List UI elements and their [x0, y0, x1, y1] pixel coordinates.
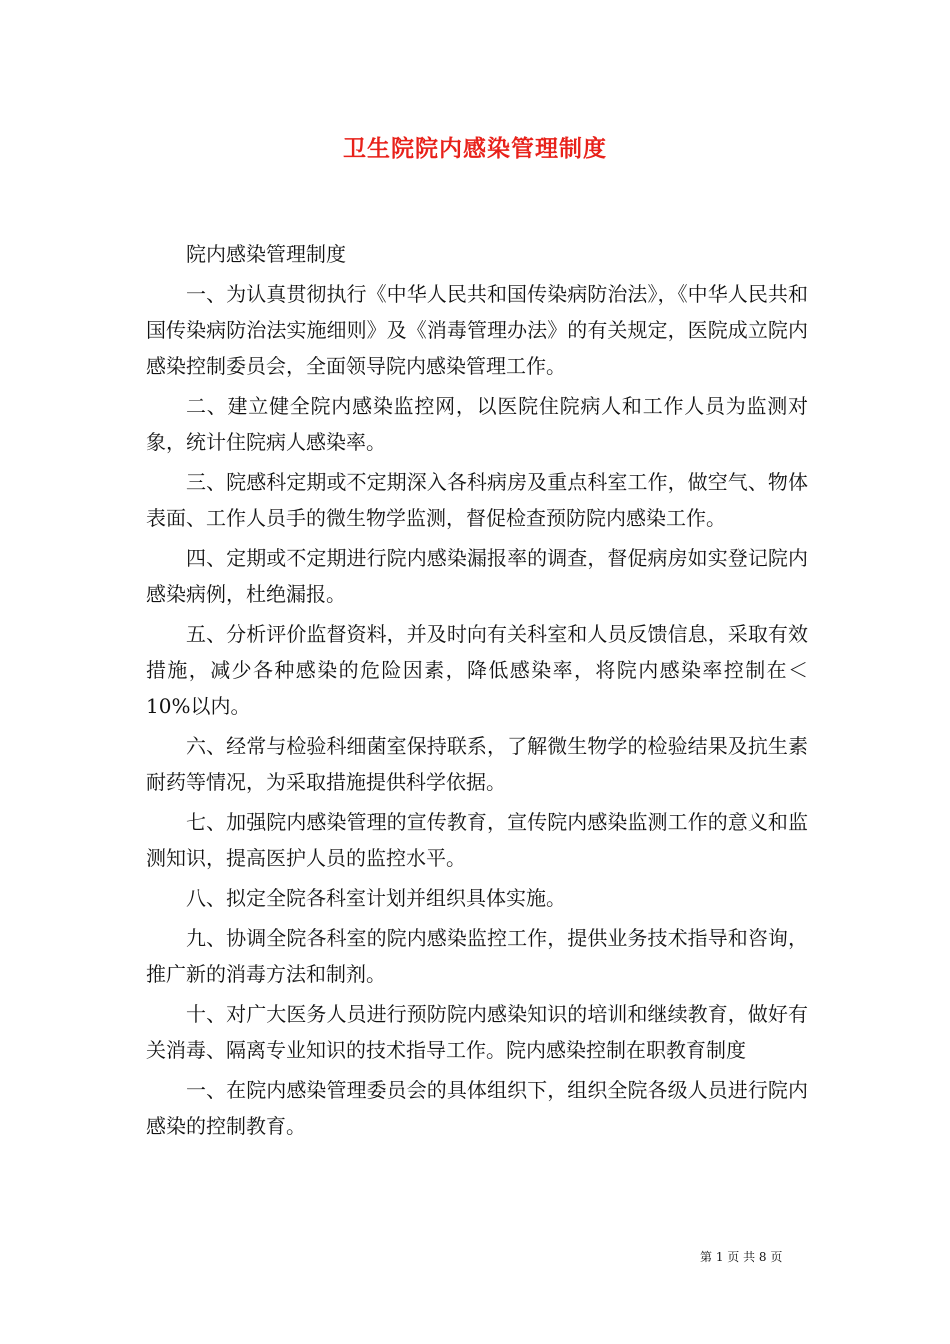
page-number-footer: 第 1 页 共 8 页 — [700, 1250, 783, 1264]
paragraph: 三、院感科定期或不定期深入各科病房及重点科室工作，做空气、物体表面、工作人员手的微生物学监测，督促检查预防院内感染工作。 — [146, 470, 808, 530]
paragraph: 六、经常与检验科细菌室保持联系，了解微生物学的检验结果及抗生素耐药等情况，为采取措施提供科学依据。 — [146, 734, 808, 794]
paragraph: 一、为认真贯彻执行《中华人民共和国传染病防治法》，《中华人民共和国传染病防治法实施细则》及《消毒管理办法》的有关规定，医院成立院内感染控制委员会，全面领导院内感染管理工作。 — [146, 282, 808, 378]
paragraph: 一、在院内感染管理委员会的具体组织下，组织全院各级人员进行院内感染的控制教育。 — [146, 1078, 808, 1138]
document-title: 卫生院院内感染管理制度 — [343, 135, 607, 162]
paragraph: 七、加强院内感染管理的宣传教育，宣传院内感染监测工作的意义和监测知识，提高医护人员的监控水平。 — [146, 810, 808, 870]
paragraph: 九、协调全院各科室的院内感染监控工作，提供业务技术指导和咨询，推广新的消毒方法和制剂。 — [146, 926, 808, 986]
section-heading: 院内感染管理制度 — [186, 242, 346, 266]
paragraph: 八、拟定全院各科室计划并组织具体实施。 — [186, 886, 566, 910]
paragraph: 二、建立健全院内感染监控网，以医院住院病人和工作人员为监测对象，统计住院病人感染率。 — [146, 394, 808, 454]
document-body — [146, 236, 808, 1148]
paragraph: 五、分析评价监督资料，并及时向有关科室和人员反馈信息，采取有效措施，减少各种感染的危险因素，降低感染率，将院内感染率控制在＜10%以内。 — [146, 622, 808, 718]
paragraph: 十、对广大医务人员进行预防院内感染知识的培训和继续教育，做好有关消毒、隔离专业知识的技术指导工作。院内感染控制在职教育制度 — [146, 1002, 808, 1062]
paragraph: 四、定期或不定期进行院内感染漏报率的调查，督促病房如实登记院内感染病例，杜绝漏报。 — [146, 546, 808, 606]
